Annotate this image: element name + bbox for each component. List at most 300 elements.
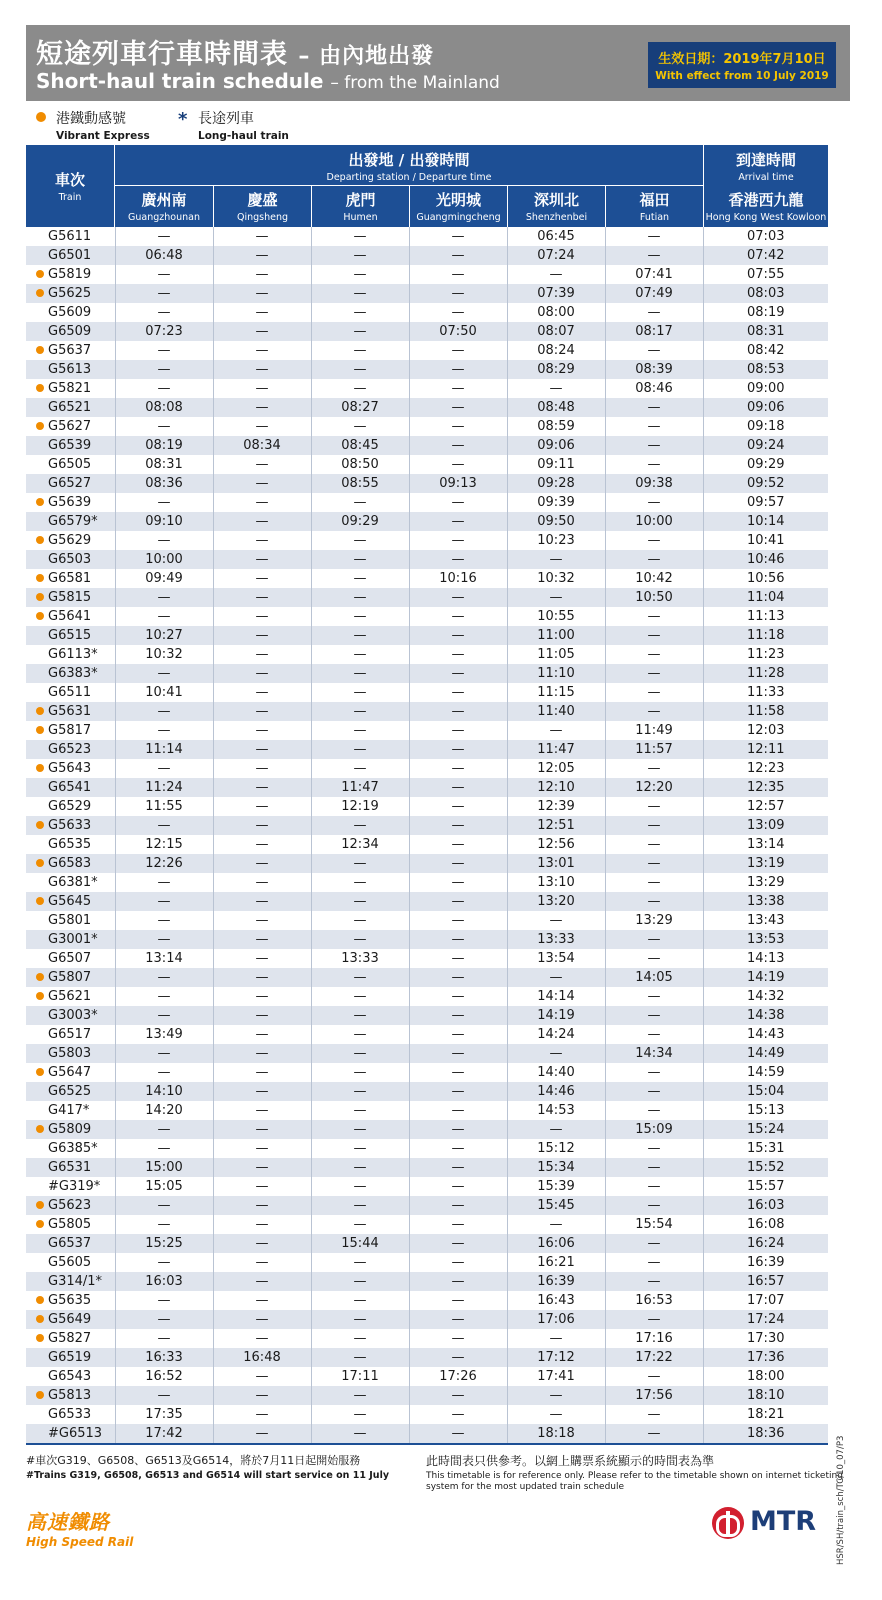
train-number-cell: [26, 246, 115, 265]
no-stop-cell: —: [409, 1044, 507, 1063]
time-cell: 12:35: [703, 778, 828, 797]
train-number: G5629: [48, 533, 92, 548]
time-cell: 06:48: [115, 246, 213, 265]
no-stop-cell: —: [213, 1215, 311, 1234]
time-cell: 14:49: [703, 1044, 828, 1063]
time-cell: 12:39: [507, 797, 605, 816]
time-cell: 14:59: [747, 1065, 785, 1080]
train-number-cell: [26, 835, 115, 854]
time-cell: 09:28: [507, 474, 605, 493]
no-stop-cell: —: [213, 1082, 311, 1101]
table-row: [26, 892, 828, 911]
train-number-cell: [26, 892, 115, 911]
table-row: [26, 569, 828, 588]
train-number-cell: [26, 493, 115, 512]
time-cell: 11:10: [507, 664, 605, 683]
no-stop-cell: —: [507, 1405, 605, 1424]
vibrant-express-dot-icon: [36, 1296, 44, 1304]
time-cell: 08:31: [115, 455, 213, 474]
table-row: [26, 284, 828, 303]
no-stop-cell: —: [605, 797, 703, 816]
train-number: G6531: [48, 1160, 92, 1175]
no-stop-cell: —: [605, 1063, 703, 1082]
time-cell: 12:03: [747, 723, 785, 738]
station-header-shenzhenbei: 深圳北 Shenzhenbei: [525, 191, 588, 223]
train-number-cell: [26, 949, 115, 968]
train-number-cell: [26, 1424, 115, 1443]
no-stop-cell: —: [115, 873, 213, 892]
time-cell: 13:29: [605, 911, 703, 930]
no-stop-cell: —: [115, 1291, 213, 1310]
time-cell: 08:19: [747, 305, 785, 320]
time-cell: 15:12: [507, 1139, 605, 1158]
time-cell: 12:10: [507, 778, 605, 797]
time-cell: 08:42: [747, 343, 785, 358]
train-number-cell: [26, 968, 115, 987]
time-cell: 12:26: [115, 854, 213, 873]
station-header-futian: 福田 Futian: [639, 191, 670, 223]
table-row: [26, 1253, 828, 1272]
train-number: G6509: [48, 324, 92, 339]
no-stop-cell: —: [409, 1424, 507, 1443]
table-row: [26, 1215, 828, 1234]
time-cell: 17:12: [507, 1348, 605, 1367]
train-number-cell: [26, 1120, 115, 1139]
no-stop-cell: —: [605, 303, 703, 322]
no-stop-cell: —: [605, 341, 703, 360]
time-cell: 18:21: [747, 1407, 785, 1422]
no-stop-cell: —: [311, 550, 409, 569]
no-stop-cell: —: [115, 664, 213, 683]
time-cell: 08:03: [703, 284, 828, 303]
effective-date-badge: [648, 42, 836, 88]
train-number-cell: [26, 474, 115, 493]
time-cell: 11:18: [703, 626, 828, 645]
no-stop-cell: —: [311, 892, 409, 911]
no-stop-cell: —: [115, 721, 213, 740]
time-cell: 08:08: [115, 398, 213, 417]
no-stop-cell: —: [605, 816, 703, 835]
no-stop-cell: —: [115, 759, 213, 778]
time-cell: 08:53: [703, 360, 828, 379]
no-stop-cell: —: [115, 588, 213, 607]
no-stop-cell: —: [115, 1329, 213, 1348]
train-number-cell: [26, 1291, 115, 1310]
table-row: [26, 360, 828, 379]
no-stop-cell: —: [115, 987, 213, 1006]
train-number-cell: [26, 626, 115, 645]
time-cell: 09:29: [311, 512, 409, 531]
no-stop-cell: —: [213, 949, 311, 968]
no-stop-cell: —: [213, 1101, 311, 1120]
time-cell: 14:13: [747, 951, 785, 966]
table-row: [26, 398, 828, 417]
no-stop-cell: —: [213, 227, 311, 246]
no-stop-cell: —: [605, 1367, 703, 1386]
train-number: G6515: [48, 628, 92, 643]
no-stop-cell: —: [213, 360, 311, 379]
table-row: [26, 246, 828, 265]
train-number: G5819: [48, 267, 92, 282]
no-stop-cell: —: [115, 379, 213, 398]
no-stop-cell: —: [409, 987, 507, 1006]
time-cell: 17:42: [115, 1424, 213, 1443]
vibrant-express-dot-icon: [36, 574, 44, 582]
no-stop-cell: —: [115, 341, 213, 360]
no-stop-cell: —: [605, 1158, 703, 1177]
vibrant-express-dot-icon: [36, 821, 44, 829]
time-cell: 15:57: [747, 1179, 785, 1194]
table-row: [26, 1291, 828, 1310]
time-cell: 11:47: [507, 740, 605, 759]
table-row: [26, 455, 828, 474]
train-number-cell: [26, 1177, 115, 1196]
no-stop-cell: —: [311, 284, 409, 303]
no-stop-cell: —: [409, 1063, 507, 1082]
train-number: G5613: [48, 362, 92, 377]
time-cell: 13:01: [507, 854, 605, 873]
time-cell: 17:35: [115, 1405, 213, 1424]
no-stop-cell: —: [605, 1082, 703, 1101]
train-number: G5627: [48, 419, 92, 434]
train-number: G5647: [48, 1065, 92, 1080]
time-cell: 09:57: [747, 495, 785, 510]
train-number-cell: [26, 1082, 115, 1101]
no-stop-cell: —: [311, 645, 409, 664]
time-cell: 16:06: [507, 1234, 605, 1253]
table-row: [26, 1120, 828, 1139]
effective-date-zh: 生效日期：2019年7月10日: [658, 52, 826, 67]
no-stop-cell: —: [213, 417, 311, 436]
train-number: G6583: [48, 856, 92, 871]
time-cell: 08:39: [605, 360, 703, 379]
no-stop-cell: —: [311, 683, 409, 702]
time-cell: 10:16: [409, 569, 507, 588]
no-stop-cell: —: [507, 265, 605, 284]
table-row: [26, 854, 828, 873]
train-number-cell: [26, 531, 115, 550]
no-stop-cell: —: [605, 702, 703, 721]
table-row: [26, 816, 828, 835]
no-stop-cell: —: [213, 550, 311, 569]
no-stop-cell: —: [507, 588, 605, 607]
time-cell: 08:24: [507, 341, 605, 360]
no-stop-cell: —: [605, 1006, 703, 1025]
station-header-humen: 虎門 Humen: [343, 191, 378, 223]
time-cell: 14:20: [115, 1101, 213, 1120]
time-cell: 16:24: [703, 1234, 828, 1253]
time-cell: 13:19: [703, 854, 828, 873]
no-stop-cell: —: [213, 569, 311, 588]
no-stop-cell: —: [311, 1424, 409, 1443]
time-cell: 07:41: [605, 265, 703, 284]
time-cell: 09:50: [507, 512, 605, 531]
time-cell: 16:43: [507, 1291, 605, 1310]
train-number-cell: [26, 1215, 115, 1234]
table-row: [26, 1025, 828, 1044]
train-number: G6535: [48, 837, 92, 852]
table-row: [26, 1139, 828, 1158]
time-cell: 18:00: [747, 1369, 785, 1384]
no-stop-cell: —: [409, 1310, 507, 1329]
train-number: G6505: [48, 457, 92, 472]
time-cell: 11:57: [605, 740, 703, 759]
time-cell: 10:42: [605, 569, 703, 588]
time-cell: 13:14: [747, 837, 785, 852]
train-number-cell: [26, 645, 115, 664]
table-row: [26, 778, 828, 797]
no-stop-cell: —: [213, 664, 311, 683]
no-stop-cell: —: [409, 968, 507, 987]
time-cell: 08:36: [115, 474, 213, 493]
time-cell: 10:23: [507, 531, 605, 550]
table-row: [26, 1348, 828, 1367]
no-stop-cell: —: [409, 360, 507, 379]
time-cell: 10:46: [703, 550, 828, 569]
time-cell: 13:54: [507, 949, 605, 968]
no-stop-cell: —: [213, 987, 311, 1006]
train-number-cell: [26, 303, 115, 322]
no-stop-cell: —: [409, 1101, 507, 1120]
no-stop-cell: —: [311, 531, 409, 550]
no-stop-cell: —: [605, 1253, 703, 1272]
table-row: [26, 227, 828, 246]
time-cell: 08:00: [507, 303, 605, 322]
table-row: [26, 626, 828, 645]
train-number-cell: [26, 398, 115, 417]
no-stop-cell: —: [115, 911, 213, 930]
time-cell: 15:05: [115, 1177, 213, 1196]
vibrant-express-dot-icon: [36, 707, 44, 715]
no-stop-cell: —: [311, 360, 409, 379]
time-cell: 08:59: [507, 417, 605, 436]
no-stop-cell: —: [213, 1424, 311, 1443]
train-number-cell: [26, 284, 115, 303]
no-stop-cell: —: [409, 664, 507, 683]
no-stop-cell: —: [409, 1272, 507, 1291]
table-row: [26, 1158, 828, 1177]
table-row: [26, 1101, 828, 1120]
no-stop-cell: —: [213, 398, 311, 417]
no-stop-cell: —: [409, 873, 507, 892]
no-stop-cell: —: [213, 778, 311, 797]
no-stop-cell: —: [115, 360, 213, 379]
no-stop-cell: —: [115, 1196, 213, 1215]
train-number: G6113*: [48, 647, 98, 662]
train-number: G5639: [48, 495, 92, 510]
no-stop-cell: —: [311, 493, 409, 512]
no-stop-cell: —: [311, 303, 409, 322]
no-stop-cell: —: [115, 702, 213, 721]
no-stop-cell: —: [311, 1120, 409, 1139]
train-number: G5649: [48, 1312, 92, 1327]
train-column-header: 車次 Train: [54, 171, 85, 203]
table-row: [26, 1310, 828, 1329]
table-row: [26, 645, 828, 664]
no-stop-cell: —: [311, 854, 409, 873]
no-stop-cell: —: [311, 816, 409, 835]
no-stop-cell: —: [605, 455, 703, 474]
table-row: [26, 987, 828, 1006]
no-stop-cell: —: [213, 512, 311, 531]
train-number: G6511: [48, 685, 92, 700]
no-stop-cell: —: [213, 626, 311, 645]
train-number: G6503: [48, 552, 92, 567]
train-number: G6517: [48, 1027, 92, 1042]
train-number-cell: [26, 1329, 115, 1348]
table-row: [26, 550, 828, 569]
no-stop-cell: —: [115, 227, 213, 246]
effective-date-en: With effect from 10 July 2019: [655, 70, 829, 82]
no-stop-cell: —: [115, 417, 213, 436]
no-stop-cell: —: [115, 303, 213, 322]
table-row: [26, 493, 828, 512]
no-stop-cell: —: [213, 455, 311, 474]
no-stop-cell: —: [409, 246, 507, 265]
no-stop-cell: —: [311, 1082, 409, 1101]
table-row: [26, 759, 828, 778]
vibrant-express-dot-icon: [36, 726, 44, 734]
no-stop-cell: —: [409, 341, 507, 360]
time-cell: 11:33: [747, 685, 785, 700]
time-cell: 08:31: [703, 322, 828, 341]
time-cell: 12:05: [507, 759, 605, 778]
no-stop-cell: —: [115, 284, 213, 303]
train-number-cell: [26, 1006, 115, 1025]
no-stop-cell: —: [213, 1006, 311, 1025]
train-number: G6533: [48, 1407, 92, 1422]
no-stop-cell: —: [409, 778, 507, 797]
time-cell: 08:55: [311, 474, 409, 493]
time-cell: 07:42: [703, 246, 828, 265]
table-row: [26, 911, 828, 930]
no-stop-cell: —: [605, 987, 703, 1006]
time-cell: 16:03: [115, 1272, 213, 1291]
no-stop-cell: —: [605, 1196, 703, 1215]
time-cell: 14:38: [703, 1006, 828, 1025]
no-stop-cell: —: [605, 1139, 703, 1158]
train-number-cell: [26, 740, 115, 759]
no-stop-cell: —: [311, 930, 409, 949]
no-stop-cell: —: [605, 493, 703, 512]
train-number-cell: [26, 1310, 115, 1329]
table-bottom-rule: [26, 1443, 828, 1445]
no-stop-cell: —: [605, 398, 703, 417]
reference-note-zh: 此時間表只供參考。以網上購票系統顯示的時間表為準: [426, 1454, 715, 1468]
time-cell: 13:09: [703, 816, 828, 835]
no-stop-cell: —: [311, 626, 409, 645]
train-number-cell: [26, 854, 115, 873]
no-stop-cell: —: [605, 759, 703, 778]
table-row: [26, 968, 828, 987]
time-cell: 09:49: [115, 569, 213, 588]
arrival-group-header: 到達時間 Arrival time: [735, 151, 796, 183]
no-stop-cell: —: [213, 1063, 311, 1082]
time-cell: 09:38: [605, 474, 703, 493]
no-stop-cell: —: [311, 322, 409, 341]
train-number: G5813: [48, 1388, 92, 1403]
time-cell: 15:13: [747, 1103, 785, 1118]
no-stop-cell: —: [605, 930, 703, 949]
no-stop-cell: —: [213, 854, 311, 873]
time-cell: 10:41: [115, 683, 213, 702]
train-number-cell: [26, 1234, 115, 1253]
train-number: G5611: [48, 229, 92, 244]
table-row: [26, 303, 828, 322]
time-cell: 13:33: [311, 949, 409, 968]
no-stop-cell: —: [507, 1329, 605, 1348]
time-cell: 17:41: [507, 1367, 605, 1386]
time-cell: 12:57: [747, 799, 785, 814]
time-cell: 07:55: [747, 267, 785, 282]
vibrant-express-dot-icon: [36, 859, 44, 867]
table-header: [26, 145, 828, 227]
time-cell: 17:36: [703, 1348, 828, 1367]
time-cell: 14:40: [507, 1063, 605, 1082]
no-stop-cell: —: [213, 588, 311, 607]
time-cell: 08:29: [507, 360, 605, 379]
no-stop-cell: —: [213, 1386, 311, 1405]
time-cell: 08:45: [311, 436, 409, 455]
table-row: [26, 379, 828, 398]
no-stop-cell: —: [311, 246, 409, 265]
time-cell: 14:19: [507, 1006, 605, 1025]
no-stop-cell: —: [213, 1367, 311, 1386]
no-stop-cell: —: [409, 265, 507, 284]
train-number-cell: [26, 322, 115, 341]
no-stop-cell: —: [213, 797, 311, 816]
vibrant-express-dot-icon: [36, 612, 44, 620]
time-cell: 17:06: [507, 1310, 605, 1329]
train-number-cell: [26, 930, 115, 949]
no-stop-cell: —: [311, 1291, 409, 1310]
time-cell: 11:13: [747, 609, 785, 624]
time-cell: 17:07: [747, 1293, 785, 1308]
time-cell: 15:00: [115, 1158, 213, 1177]
departing-group-header: 出發地 / 出發時間 Departing station / Departure time: [326, 151, 492, 183]
no-stop-cell: —: [605, 664, 703, 683]
table-row: [26, 1367, 828, 1386]
no-stop-cell: —: [507, 911, 605, 930]
no-stop-cell: —: [311, 1310, 409, 1329]
table-row: [26, 835, 828, 854]
train-number: G6521: [48, 400, 92, 415]
time-cell: 13:53: [703, 930, 828, 949]
time-cell: 14:34: [605, 1044, 703, 1063]
time-cell: 14:53: [507, 1101, 605, 1120]
train-number-cell: [26, 1386, 115, 1405]
time-cell: 16:57: [703, 1272, 828, 1291]
time-cell: 11:15: [507, 683, 605, 702]
train-number-cell: [26, 721, 115, 740]
no-stop-cell: —: [409, 626, 507, 645]
table-row: [26, 607, 828, 626]
no-stop-cell: —: [409, 1082, 507, 1101]
no-stop-cell: —: [311, 987, 409, 1006]
time-cell: 13:43: [747, 913, 785, 928]
table-row: [26, 873, 828, 892]
no-stop-cell: —: [213, 1177, 311, 1196]
time-cell: 13:20: [507, 892, 605, 911]
no-stop-cell: —: [311, 265, 409, 284]
train-number: G5807: [48, 970, 92, 985]
train-number: G6541: [48, 780, 92, 795]
time-cell: 10:32: [507, 569, 605, 588]
no-stop-cell: —: [311, 1196, 409, 1215]
legend-longhaul-en: Long-haul train: [198, 130, 289, 142]
time-cell: 15:34: [507, 1158, 605, 1177]
time-cell: 12:20: [605, 778, 703, 797]
